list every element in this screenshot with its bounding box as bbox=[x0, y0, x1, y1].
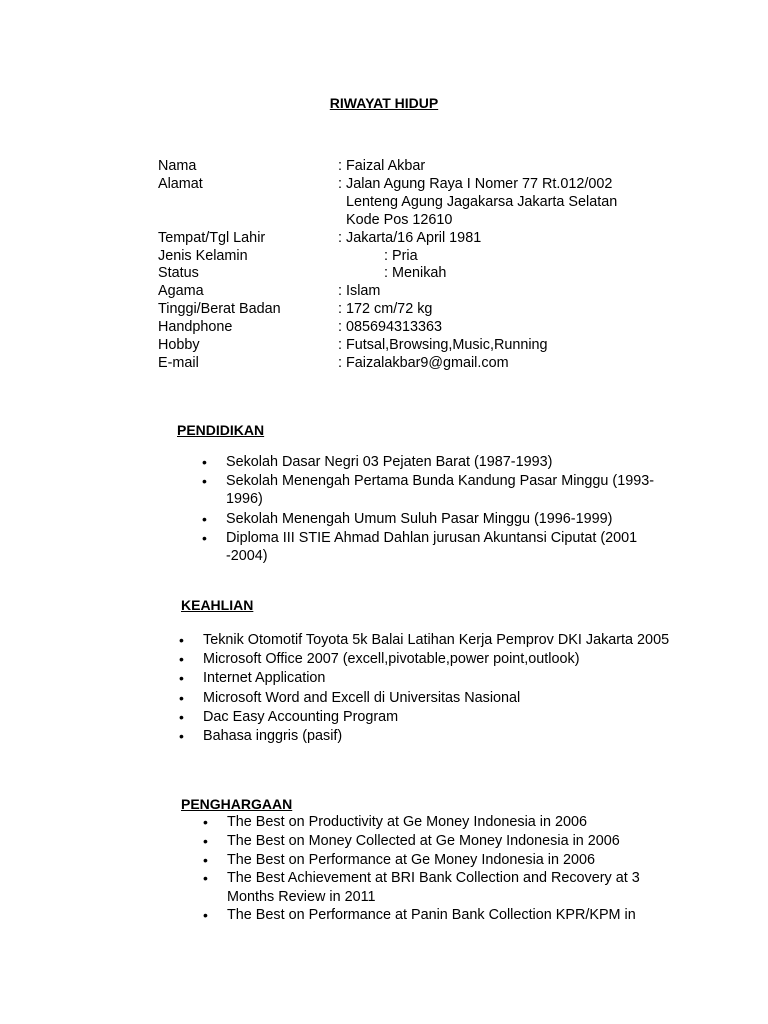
section-heading-penghargaan: PENGHARGAAN bbox=[181, 796, 293, 812]
list-item bbox=[202, 472, 666, 508]
bio-value: : Faizal Akbar bbox=[338, 158, 426, 174]
list-item bbox=[203, 832, 672, 850]
bullet-icon: • bbox=[179, 708, 184, 725]
list-item bbox=[202, 529, 666, 565]
bio-row-tinggi-berat bbox=[158, 301, 718, 319]
bio-value: : Pria bbox=[384, 247, 418, 264]
bio-row-nama bbox=[158, 158, 718, 176]
alamat-line-2: Lenteng Agung Jagakarsa Jakarta Selatan bbox=[346, 193, 618, 210]
bio-value: : 172 cm/72 kg bbox=[338, 301, 433, 318]
alamat-line-3: Kode Pos 12610 bbox=[346, 211, 453, 228]
list-item-text: The Best Achievement at BRI Bank Collection and Recovery at 3 Months Review in 2011 bbox=[227, 870, 640, 905]
list-item-text: Sekolah Menengah Pertama Bunda Kandung Pasar Minggu (1993-1996) bbox=[226, 473, 655, 508]
bio-value: : Islam bbox=[338, 283, 381, 300]
list-item bbox=[179, 669, 673, 687]
list-item-text: Dac Easy Accounting Program bbox=[203, 708, 399, 725]
bio-value: : Menikah bbox=[384, 265, 447, 282]
bio-row-email bbox=[158, 355, 718, 373]
bio-value: : Futsal,Browsing,Music,Running bbox=[338, 337, 548, 354]
list-item bbox=[179, 689, 673, 707]
page-title: RIWAYAT HIDUP bbox=[329, 95, 439, 111]
list-item-text: Diploma III STIE Ahmad Dahlan jurusan Akuntansi Ciputat (2001 -2004) bbox=[226, 529, 638, 565]
bio-label: E-mail bbox=[158, 354, 199, 371]
list-item-text: Microsoft Word and Excell di Universitas Nasional bbox=[203, 689, 521, 706]
bullet-icon: • bbox=[179, 670, 184, 687]
bio-label: Agama bbox=[158, 283, 204, 300]
list-item bbox=[179, 708, 673, 726]
bio-label: Tinggi/Berat Badan bbox=[158, 301, 281, 318]
bullet-icon: • bbox=[179, 728, 184, 745]
bio-value: : Faizalakbar9@gmail.com bbox=[338, 354, 509, 371]
list-item-text: The Best on Performance at Ge Money Indonesia in 2006 bbox=[227, 851, 595, 868]
bio-row-jenis-kelamin bbox=[158, 248, 718, 266]
bio-row-handphone bbox=[158, 319, 718, 337]
list-item bbox=[202, 453, 666, 471]
list-item-text: Bahasa inggris (pasif) bbox=[203, 728, 343, 745]
list-item-text: Teknik Otomotif Toyota 5k Balai Latihan Kerja Pemprov DKI Jakarta 2005 bbox=[203, 632, 670, 648]
list-item-text: Sekolah Dasar Negri 03 Pejaten Barat (1987-1993) bbox=[226, 454, 553, 470]
section-heading-keahlian: KEAHLIAN bbox=[181, 597, 254, 613]
bio-label: Hobby bbox=[158, 337, 200, 354]
bullet-icon: • bbox=[179, 689, 184, 706]
list-item bbox=[203, 851, 672, 869]
bullet-icon: • bbox=[203, 870, 208, 887]
list-item-text: Sekolah Menengah Umum Suluh Pasar Minggu (1996-1999) bbox=[226, 510, 613, 527]
bullet-icon: • bbox=[203, 851, 208, 868]
pendidikan-list bbox=[202, 453, 666, 566]
bullet-icon: • bbox=[203, 814, 208, 830]
list-item bbox=[203, 813, 672, 831]
bio-value: : Jakarta/16 April 1981 bbox=[338, 229, 482, 246]
bio-row-alamat bbox=[158, 176, 718, 194]
bio-label: Jenis Kelamin bbox=[158, 247, 248, 264]
list-item bbox=[203, 906, 672, 924]
list-item-text: The Best on Performance at Panin Bank Collection KPR/KPM in bbox=[227, 907, 636, 924]
bio-row-ttl bbox=[158, 230, 718, 248]
bio-row-hobby bbox=[158, 337, 718, 355]
bio-label: Handphone bbox=[158, 319, 233, 336]
list-item bbox=[179, 727, 673, 745]
bio-label: Nama bbox=[158, 158, 197, 174]
bullet-icon: • bbox=[179, 632, 184, 648]
bullet-icon: • bbox=[202, 473, 207, 490]
bullet-icon: • bbox=[179, 651, 184, 668]
list-item bbox=[179, 650, 673, 668]
list-item-text: The Best on Productivity at Ge Money Indonesia in 2006 bbox=[227, 814, 587, 830]
bullet-icon: • bbox=[203, 907, 208, 924]
list-item bbox=[203, 869, 672, 905]
penghargaan-list bbox=[203, 813, 672, 925]
bullet-icon: • bbox=[202, 510, 207, 527]
list-item-text: Internet Application bbox=[203, 670, 326, 687]
bio-value: : Jalan Agung Raya I Nomer 77 Rt.012/002 bbox=[338, 175, 613, 192]
section-heading-pendidikan: PENDIDIKAN bbox=[177, 422, 265, 438]
bullet-icon: • bbox=[202, 529, 207, 546]
list-item bbox=[179, 631, 673, 649]
bio-label: Status bbox=[158, 265, 199, 282]
list-item-text: Microsoft Office 2007 (excell,pivotable,power point,outlook) bbox=[203, 651, 580, 668]
bio-row-agama bbox=[158, 283, 718, 301]
keahlian-list bbox=[179, 631, 673, 746]
bio-label: Tempat/Tgl Lahir bbox=[158, 229, 266, 246]
bio-label: Alamat bbox=[158, 175, 203, 192]
list-item bbox=[202, 510, 666, 528]
bullet-icon: • bbox=[203, 832, 208, 849]
personal-info bbox=[158, 158, 718, 373]
list-item-text: The Best on Money Collected at Ge Money Indonesia in 2006 bbox=[227, 832, 620, 849]
bio-value: : 085694313363 bbox=[338, 319, 443, 336]
bio-row-status bbox=[158, 265, 718, 283]
bullet-icon: • bbox=[202, 454, 207, 470]
